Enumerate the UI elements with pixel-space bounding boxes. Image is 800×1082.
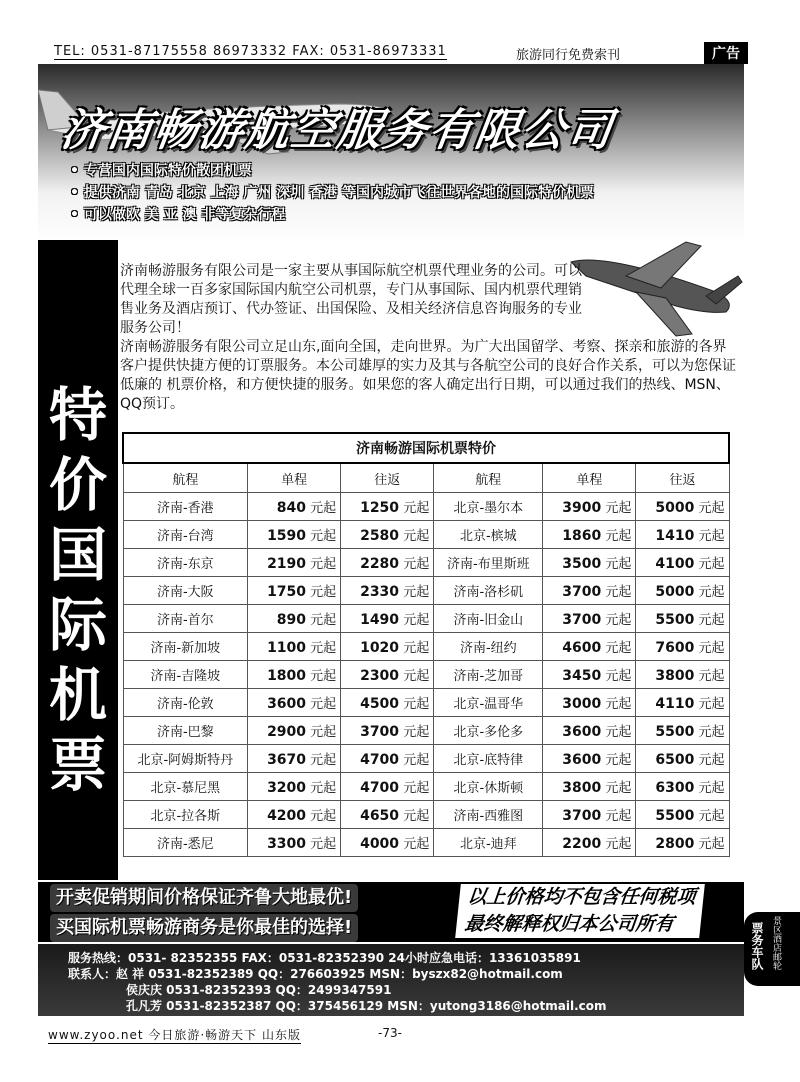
route-cell: 济南-纽约	[434, 633, 543, 661]
price-cell	[248, 577, 341, 605]
price-value: 1020	[360, 640, 400, 656]
price-value: 2200	[562, 836, 602, 852]
price-unit: 元起	[605, 585, 632, 600]
price-value: 6300	[655, 780, 695, 796]
price-cell	[543, 633, 636, 661]
route-cell: 济南-洛杉矶	[434, 577, 543, 605]
price-value: 3300	[267, 836, 307, 852]
section-tab-main: 票务车队	[750, 922, 764, 970]
price-value: 4700	[360, 780, 400, 796]
price-value: 1250	[360, 500, 400, 516]
price-value: 3500	[562, 556, 602, 572]
route-cell: 济南-悉尼	[123, 829, 248, 857]
price-unit: 元起	[310, 837, 337, 852]
price-cell	[543, 577, 636, 605]
price-cell	[248, 521, 341, 549]
price-unit: 元起	[605, 781, 632, 796]
price-cell	[543, 605, 636, 633]
col-header-oneway: 单程	[543, 463, 636, 493]
price-unit: 元起	[698, 641, 725, 656]
disclaimer-line-1: 以上价格均不包含任何税项	[466, 886, 697, 908]
route-cell: 北京-迪拜	[434, 829, 543, 857]
price-unit: 元起	[605, 501, 632, 516]
price-unit: 元起	[605, 613, 632, 628]
route-cell: 北京-槟城	[434, 521, 543, 549]
price-value: 3600	[562, 752, 602, 768]
price-cell	[543, 801, 636, 829]
price-unit: 元起	[698, 753, 725, 768]
price-cell	[341, 521, 434, 549]
table-row	[123, 745, 729, 773]
company-name: 济南畅游航空服务有限公司	[57, 105, 617, 156]
price-value: 2330	[360, 584, 400, 600]
table-row	[123, 577, 729, 605]
price-unit: 元起	[310, 585, 337, 600]
price-value: 3670	[267, 752, 307, 768]
service-bullets	[70, 160, 594, 226]
price-table-title: 济南畅游国际机票特价	[123, 433, 729, 463]
price-unit: 元起	[605, 837, 632, 852]
price-cell	[543, 717, 636, 745]
price-value: 3700	[562, 612, 602, 628]
free-magazine-note: 旅游同行免费索刊	[516, 48, 621, 63]
price-cell	[636, 717, 729, 745]
side-title-char: 价	[48, 451, 107, 519]
price-cell	[248, 829, 341, 857]
price-value: 1100	[267, 640, 307, 656]
price-cell	[636, 493, 729, 521]
price-cell	[248, 801, 341, 829]
section-tab-sub: 景区酒店邮轮	[771, 916, 781, 970]
section-tab	[744, 912, 800, 986]
price-unit: 元起	[310, 529, 337, 544]
price-cell	[341, 801, 434, 829]
price-cell	[636, 549, 729, 577]
route-cell: 北京-多伦多	[434, 717, 543, 745]
contact-row-person-2: 侯庆庆 0531-82352393 QQ：2499347591	[126, 983, 392, 997]
price-value: 3800	[562, 780, 602, 796]
price-unit: 元起	[310, 557, 337, 572]
price-cell	[341, 773, 434, 801]
price-value: 3700	[562, 808, 602, 824]
price-value: 3600	[267, 696, 307, 712]
price-value: 3700	[360, 724, 400, 740]
table-row	[123, 661, 729, 689]
route-cell: 北京-休斯顿	[434, 773, 543, 801]
table-row	[123, 829, 729, 857]
route-cell: 北京-底特律	[434, 745, 543, 773]
price-value: 6500	[655, 752, 695, 768]
price-cell	[543, 773, 636, 801]
price-cell	[341, 493, 434, 521]
price-value: 4500	[360, 696, 400, 712]
price-unit: 元起	[698, 501, 725, 516]
header-contact-line: TEL: 0531-87175558 86973332 FAX: 0531-86973331	[54, 44, 447, 59]
price-value: 4700	[360, 752, 400, 768]
table-row	[123, 717, 729, 745]
price-table-container	[122, 432, 730, 857]
col-header-route: 航程	[434, 463, 543, 493]
side-title-char: 票	[48, 731, 107, 799]
price-unit: 元起	[310, 809, 337, 824]
price-unit: 元起	[403, 781, 430, 796]
price-cell	[248, 493, 341, 521]
price-unit: 元起	[310, 725, 337, 740]
price-value: 7600	[655, 640, 695, 656]
side-title-char: 国	[48, 521, 107, 589]
route-cell: 北京-拉各斯	[123, 801, 248, 829]
price-value: 4600	[562, 640, 602, 656]
price-cell	[636, 689, 729, 717]
route-cell: 济南-布里斯班	[434, 549, 543, 577]
price-cell	[341, 605, 434, 633]
price-unit: 元起	[403, 585, 430, 600]
price-unit: 元起	[605, 725, 632, 740]
price-cell	[543, 745, 636, 773]
table-row	[123, 605, 729, 633]
page-number: -73-	[378, 1026, 402, 1040]
price-cell	[543, 493, 636, 521]
price-unit: 元起	[698, 613, 725, 628]
price-unit: 元起	[698, 837, 725, 852]
price-value: 5500	[655, 808, 695, 824]
description-paragraph-1: 济南畅游服务有限公司是一家主要从事国际航空机票代理业务的公司。可以代理全球一百多家国际国内航空公司机票，专门从事国际、国内机票代理销售业务及酒店预订、代办签证、出国保险、及相关经济信息咨询服务的专业服务公司！	[120, 263, 582, 336]
price-cell	[341, 661, 434, 689]
price-cell	[248, 773, 341, 801]
price-unit: 元起	[698, 781, 725, 796]
price-value: 3000	[562, 696, 602, 712]
table-row	[123, 689, 729, 717]
route-cell: 济南-伦敦	[123, 689, 248, 717]
price-cell	[636, 633, 729, 661]
price-cell	[341, 689, 434, 717]
price-value: 1800	[267, 668, 307, 684]
route-cell: 济南-东京	[123, 549, 248, 577]
route-cell: 济南-首尔	[123, 605, 248, 633]
price-value: 3900	[562, 500, 602, 516]
price-value: 2580	[360, 528, 400, 544]
route-cell: 北京-阿姆斯特丹	[123, 745, 248, 773]
price-cell	[341, 577, 434, 605]
price-unit: 元起	[605, 641, 632, 656]
price-unit: 元起	[403, 529, 430, 544]
contact-info	[38, 944, 744, 1016]
price-value: 5000	[655, 500, 695, 516]
col-header-return: 往返	[636, 463, 729, 493]
price-unit: 元起	[403, 557, 430, 572]
price-cell	[636, 661, 729, 689]
price-unit: 元起	[403, 725, 430, 740]
price-unit: 元起	[605, 753, 632, 768]
price-unit: 元起	[403, 613, 430, 628]
price-cell	[248, 661, 341, 689]
route-cell: 济南-巴黎	[123, 717, 248, 745]
price-value: 4200	[267, 808, 307, 824]
price-value: 4100	[655, 556, 695, 572]
side-title	[40, 380, 116, 800]
price-unit: 元起	[403, 837, 430, 852]
price-unit: 元起	[698, 529, 725, 544]
route-cell: 济南-大阪	[123, 577, 248, 605]
side-title-char: 机	[48, 661, 107, 729]
price-unit: 元起	[310, 781, 337, 796]
table-row	[123, 493, 729, 521]
price-value: 3600	[562, 724, 602, 740]
price-value: 1590	[267, 528, 307, 544]
price-cell	[248, 689, 341, 717]
price-value: 2280	[360, 556, 400, 572]
route-cell: 北京-慕尼黑	[123, 773, 248, 801]
price-table-body	[123, 493, 729, 857]
price-cell	[636, 577, 729, 605]
price-unit: 元起	[698, 557, 725, 572]
price-cell	[543, 549, 636, 577]
price-unit: 元起	[310, 641, 337, 656]
price-unit: 元起	[310, 669, 337, 684]
route-cell: 北京-温哥华	[434, 689, 543, 717]
route-cell: 济南-吉隆坡	[123, 661, 248, 689]
price-cell	[636, 745, 729, 773]
route-cell: 北京-墨尔本	[434, 493, 543, 521]
price-unit: 元起	[698, 697, 725, 712]
route-cell: 济南-台湾	[123, 521, 248, 549]
price-unit: 元起	[403, 641, 430, 656]
price-unit: 元起	[605, 809, 632, 824]
price-cell	[248, 717, 341, 745]
price-cell	[636, 521, 729, 549]
disclaimer-line-2: 最终解释权归本公司所有	[463, 913, 675, 935]
price-cell	[248, 633, 341, 661]
route-cell: 济南-芝加哥	[434, 661, 543, 689]
price-unit: 元起	[698, 669, 725, 684]
price-value: 4650	[360, 808, 400, 824]
price-unit: 元起	[310, 613, 337, 628]
top-contact-bar	[48, 42, 748, 64]
route-cell: 济南-旧金山	[434, 605, 543, 633]
contact-row-hotline: 服务热线：0531- 82352355 FAX：0531-82352390 24小时应急电话：13361035891	[68, 951, 581, 965]
ad-tag: 广告	[704, 42, 748, 64]
table-row	[123, 521, 729, 549]
price-value: 5500	[655, 612, 695, 628]
col-header-return: 往返	[341, 463, 434, 493]
price-unit: 元起	[605, 529, 632, 544]
price-unit: 元起	[605, 669, 632, 684]
price-cell	[341, 549, 434, 577]
price-value: 840	[276, 500, 307, 516]
table-row	[123, 773, 729, 801]
price-cell	[636, 829, 729, 857]
price-unit: 元起	[310, 753, 337, 768]
table-row	[123, 549, 729, 577]
bullet-item: • 专营国内国际特价散团机票	[70, 160, 594, 182]
description-paragraph-2: 济南畅游服务有限公司立足山东,面向全国，走向世界。为广大出国留学、考察、探亲和旅游的各界客户提供快捷方便的订票服务。本公司雄厚的实力及其与各航空公司的良好合作关系，可以为您保证低廉的 机票价格，和方便快捷的服务。如果您的客人确定出行日期，可以通过我们的热线、MSN、QQ预订。	[120, 339, 736, 412]
disclaimer	[455, 884, 705, 938]
contact-row-person-3: 孔凡芳 0531-82352387 QQ：375456129 MSN：yutong3186@hotmail.com	[126, 999, 607, 1013]
price-cell	[248, 605, 341, 633]
price-value: 3200	[267, 780, 307, 796]
table-row	[123, 801, 729, 829]
price-cell	[248, 745, 341, 773]
price-unit: 元起	[403, 753, 430, 768]
promo-slogan-2: 买国际机票畅游商务是你最佳的选择!	[50, 914, 358, 942]
route-cell: 济南-香港	[123, 493, 248, 521]
price-cell	[341, 633, 434, 661]
price-table	[122, 432, 730, 857]
price-value: 890	[276, 612, 307, 628]
price-value: 1750	[267, 584, 307, 600]
contact-row-person-1: 联系人：赵 祥 0531-82352389 QQ：276603925 MSN：byszx82@hotmail.com	[68, 967, 563, 981]
company-description	[120, 262, 740, 414]
price-unit: 元起	[698, 725, 725, 740]
bullet-item: • 可以做欧 美 亚 澳 非等复杂行程	[70, 204, 594, 226]
price-unit: 元起	[403, 501, 430, 516]
promo-slogans	[50, 884, 358, 944]
side-title-char: 特	[48, 381, 107, 449]
price-value: 1490	[360, 612, 400, 628]
price-unit: 元起	[698, 585, 725, 600]
col-header-route: 航程	[123, 463, 248, 493]
price-cell	[636, 773, 729, 801]
price-cell	[341, 717, 434, 745]
col-header-oneway: 单程	[248, 463, 341, 493]
price-value: 4000	[360, 836, 400, 852]
price-value: 1860	[562, 528, 602, 544]
price-cell	[543, 689, 636, 717]
price-cell	[543, 661, 636, 689]
price-unit: 元起	[698, 809, 725, 824]
price-value: 5000	[655, 584, 695, 600]
price-value: 3700	[562, 584, 602, 600]
price-cell	[636, 605, 729, 633]
price-unit: 元起	[605, 557, 632, 572]
price-unit: 元起	[605, 697, 632, 712]
price-cell	[543, 829, 636, 857]
bullet-item: • 提供济南 青岛 北京 上海 广州 深圳 香港 等国内城市飞往世界各地的国际特价机票	[70, 182, 594, 204]
price-cell	[341, 829, 434, 857]
price-value: 2300	[360, 668, 400, 684]
price-unit: 元起	[403, 809, 430, 824]
price-unit: 元起	[403, 669, 430, 684]
route-cell: 济南-新加坡	[123, 633, 248, 661]
price-unit: 元起	[403, 697, 430, 712]
price-value: 5500	[655, 724, 695, 740]
price-value: 2900	[267, 724, 307, 740]
price-cell	[543, 521, 636, 549]
price-value: 2190	[267, 556, 307, 572]
price-cell	[341, 745, 434, 773]
price-value: 3800	[655, 668, 695, 684]
price-cell	[636, 801, 729, 829]
side-title-char: 际	[48, 591, 107, 659]
price-unit: 元起	[310, 501, 337, 516]
price-value: 3450	[562, 668, 602, 684]
price-value: 1410	[655, 528, 695, 544]
price-value: 2800	[655, 836, 695, 852]
page-footer	[48, 1024, 748, 1044]
promo-slogan-1: 开卖促销期间价格保证齐鲁大地最优!	[50, 884, 358, 912]
price-cell	[248, 549, 341, 577]
footer-site: www.zyoo.net 今日旅游·畅游天下 山东版	[48, 1028, 301, 1042]
company-banner	[38, 64, 744, 244]
route-cell: 济南-西雅图	[434, 801, 543, 829]
table-row	[123, 633, 729, 661]
price-value: 4110	[655, 696, 695, 712]
price-unit: 元起	[310, 697, 337, 712]
